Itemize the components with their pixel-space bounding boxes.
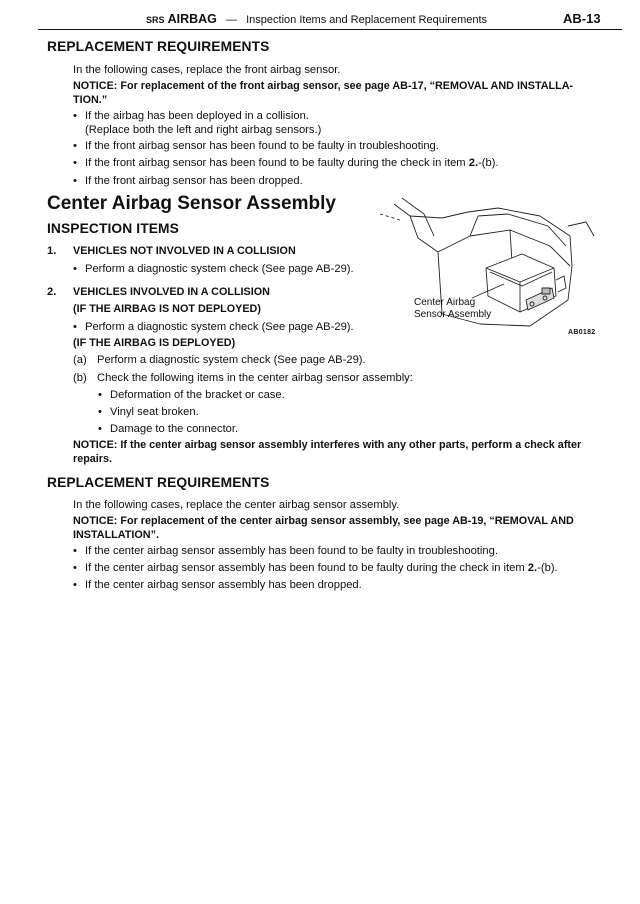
step-b-bullet: • Deformation of the bracket or case. [110,388,285,402]
page-title: Center Airbag Sensor Assembly [47,193,336,214]
item2-number: 2. [47,286,57,298]
section1-notice [73,80,603,107]
inspection-notice-line1: NOTICE: If the center airbag sensor assembly interferes with any other parts, perform a check after [73,439,582,451]
section1-bullet: • If the airbag has been deployed in a collision. [85,109,309,123]
header-dash: — [225,14,237,26]
section1-bullet: • If the front airbag sensor has been found to be faulty in troubleshooting. [85,139,439,153]
step-b-bullet: • Vinyl seat broken. [110,405,199,419]
console-illustration [380,196,610,346]
section2-notice-line1: NOTICE: For replacement of the center airbag sensor assembly, see page AB-19, “REMOVAL AND [73,515,574,527]
header-system: AIRBAG [167,12,217,26]
item1-bullet: • Perform a diagnostic system check (See page AB-29). [85,262,354,276]
section1-bullet: • If the front airbag sensor has been dropped. [85,174,303,188]
section1-bullet [85,156,499,170]
inspection-notice [73,439,603,466]
inspection-heading: INSPECTION ITEMS [47,221,179,236]
inspection-notice-line2: repairs. [73,452,113,465]
section2-item-ref: 2. [527,562,538,574]
step-a-label: (a) [73,354,87,366]
figure-center-airbag-sensor [380,196,610,346]
section1-bullet-text: If the front airbag sensor has been found to be faulty during the check in item [85,157,466,169]
item1-number: 1. [47,245,57,257]
page-header [0,10,640,30]
step-a-text: Perform a diagnostic system check (See page AB-29). [97,354,366,366]
header-subtitle: Inspection Items and Replacement Requirements [246,14,488,26]
section1-notice-line2: TION.” [73,93,108,106]
section2-bullet-text: If the center airbag sensor assembly has been found to be faulty during the check in item [85,562,525,574]
figure-label [414,297,491,321]
section2-notice [73,515,603,542]
section1-item-ref: 2. [468,157,479,169]
item2-condition-deployed: (IF THE AIRBAG IS DEPLOYED) [73,337,236,349]
figure-label-line1: Center Airbag [414,297,476,308]
section2-item-ref-tail: -(b). [537,562,558,574]
section1-notice-line1: NOTICE: For replacement of the front airbag sensor, see page AB-17, “REMOVAL AND INSTALLA- [73,80,574,92]
page-number: AB-13 [563,11,601,26]
header-rule [38,29,622,30]
section2-bullet: • If the center airbag sensor assembly has been found to be faulty in troubleshooting. [85,544,498,558]
item1-title: VEHICLES NOT INVOLVED IN A COLLISION [73,245,296,257]
section1-intro: In the following cases, replace the front airbag sensor. [73,64,341,76]
section-heading-center-sensor: REPLACEMENT REQUIREMENTS [47,475,270,490]
section-heading-front-sensor: REPLACEMENT REQUIREMENTS [47,39,270,54]
section1-bullet-note: (Replace both the left and right airbag sensors.) [85,124,322,136]
section2-notice-line2: INSTALLATION”. [73,528,159,541]
step-b-label: (b) [73,372,87,384]
figure-label-line2: Sensor Assembly [414,309,492,320]
section1-item-ref-tail: -(b). [478,157,499,169]
step-b-text: Check the following items in the center airbag sensor assembly: [97,372,413,384]
item2-condition-not-deployed: (IF THE AIRBAG IS NOT DEPLOYED) [73,303,261,315]
section2-intro: In the following cases, replace the center airbag sensor assembly. [73,499,400,511]
header-srs: SRS [146,15,165,25]
figure-id: AB0182 [568,329,596,336]
section2-bullet [85,561,558,575]
header-title [146,12,487,26]
item2-title: VEHICLES INVOLVED IN A COLLISION [73,286,270,298]
item2-bullet: • Perform a diagnostic system check (See page AB-29). [85,320,354,334]
section2-bullet: • If the center airbag sensor assembly has been dropped. [85,578,362,592]
step-b-bullet: • Damage to the connector. [110,422,238,436]
